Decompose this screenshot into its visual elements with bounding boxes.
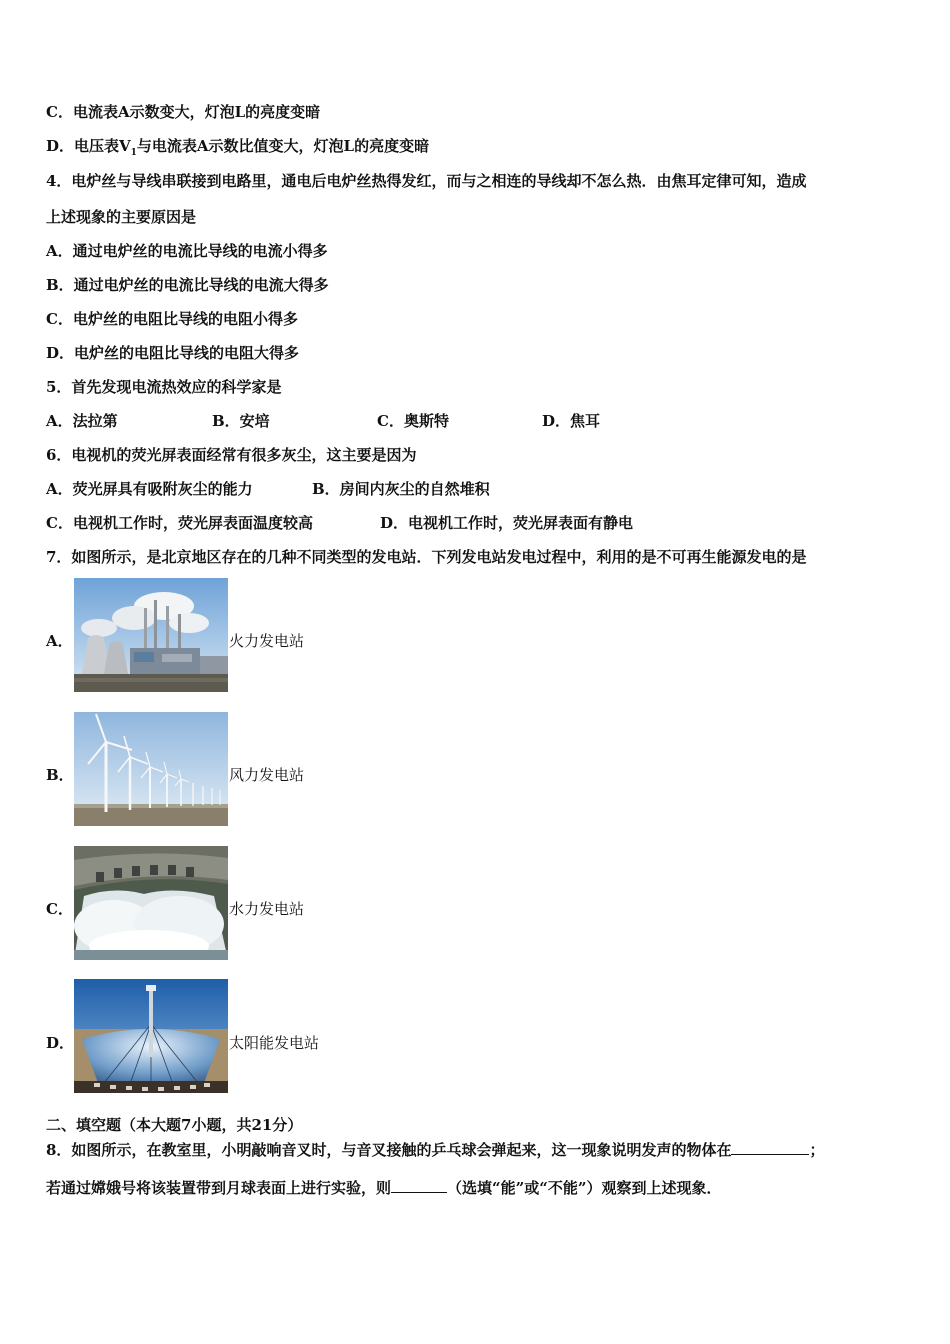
q7-option-b-label: B．: [46, 766, 74, 784]
q8-line1: [46, 1140, 824, 1160]
q5-option-b: B．安培: [212, 412, 270, 430]
q7-option-b-caption: 风力发电站: [229, 766, 305, 784]
q4-option-d: D．电炉丝的电阻比导线的电阻大得多: [46, 344, 300, 362]
q7-option-d-caption: 太阳能发电站: [229, 1034, 320, 1052]
q8-line1-end: ；: [809, 1141, 825, 1159]
q3-option-d-post: 与电流表A示数比值变大，灯泡L的亮度变暗: [136, 137, 430, 155]
q7-option-a-caption: 火力发电站: [229, 632, 305, 650]
q5-option-c: C．奥斯特: [377, 412, 449, 430]
q8-blank-2[interactable]: [391, 1178, 447, 1193]
q8-line2-pre: 若通过嫦娥号将该装置带到月球表面上进行实验，则: [46, 1179, 392, 1197]
q4-stem-line1: 4．电炉丝与导线串联接到电路里，通电后电炉丝热得发红，而与之相连的导线却不怎么热．由焦耳定律可知，造成: [46, 172, 807, 190]
q4-option-c: C．电炉丝的电阻比导线的电阻小得多: [46, 310, 298, 328]
thermal-power-station-image: [74, 578, 228, 692]
q7-option-c-caption: 水力发电站: [229, 900, 305, 918]
q6-option-c: C．电视机工作时，荧光屏表面温度较高: [46, 514, 313, 532]
q4-option-a: A．通过电炉丝的电流比导线的电流小得多: [46, 242, 328, 260]
q7-option-a-label: A．: [46, 632, 73, 650]
q8-line1-text: 8．如图所示，在教室里，小明敲响音叉时，与音叉接触的乒乓球会弹起来，这一现象说明发声的物体在: [46, 1141, 732, 1159]
q7-option-d-label: D．: [46, 1034, 75, 1052]
q4-stem-line2: 上述现象的主要原因是: [46, 208, 197, 226]
q8-blank-1[interactable]: [731, 1140, 809, 1155]
q6-option-b: B．房间内灰尘的自然堆积: [312, 480, 490, 498]
q3-option-d-pre: D．电压表V: [46, 137, 131, 155]
q5-option-a: A．法拉第: [46, 412, 118, 430]
q3-option-c: C．电流表A示数变大，灯泡L的亮度变暗: [46, 103, 321, 121]
q5-stem: 5．首先发现电流热效应的科学家是: [46, 378, 282, 396]
q3-option-d: [46, 136, 429, 163]
q7-option-c-label: C．: [46, 900, 73, 918]
wind-power-station-image: [74, 712, 228, 826]
q6-option-d: D．电视机工作时，荧光屏表面有静电: [380, 514, 634, 532]
hydro-power-station-image: [74, 846, 228, 960]
q3-option-d-sub: 1: [130, 148, 137, 158]
solar-power-station-image: [74, 979, 228, 1093]
section-2-title: 二、填空题（本大题7小题，共21分）: [46, 1116, 303, 1134]
q5-option-d: D．焦耳: [542, 412, 601, 430]
q8-line2: [46, 1178, 722, 1198]
q7-stem: 7．如图所示，是北京地区存在的几种不同类型的发电站．下列发电站发电过程中，利用的是不可再生能源发电的是: [46, 548, 807, 566]
q6-option-a: A．荧光屏具有吸附灰尘的能力: [46, 480, 253, 498]
q8-line2-post: （选填“能”或“不能”）观察到上述现象．: [447, 1179, 722, 1197]
q6-stem: 6．电视机的荧光屏表面经常有很多灰尘，这主要是因为: [46, 446, 417, 464]
q4-option-b: B．通过电炉丝的电流比导线的电流大得多: [46, 276, 329, 294]
